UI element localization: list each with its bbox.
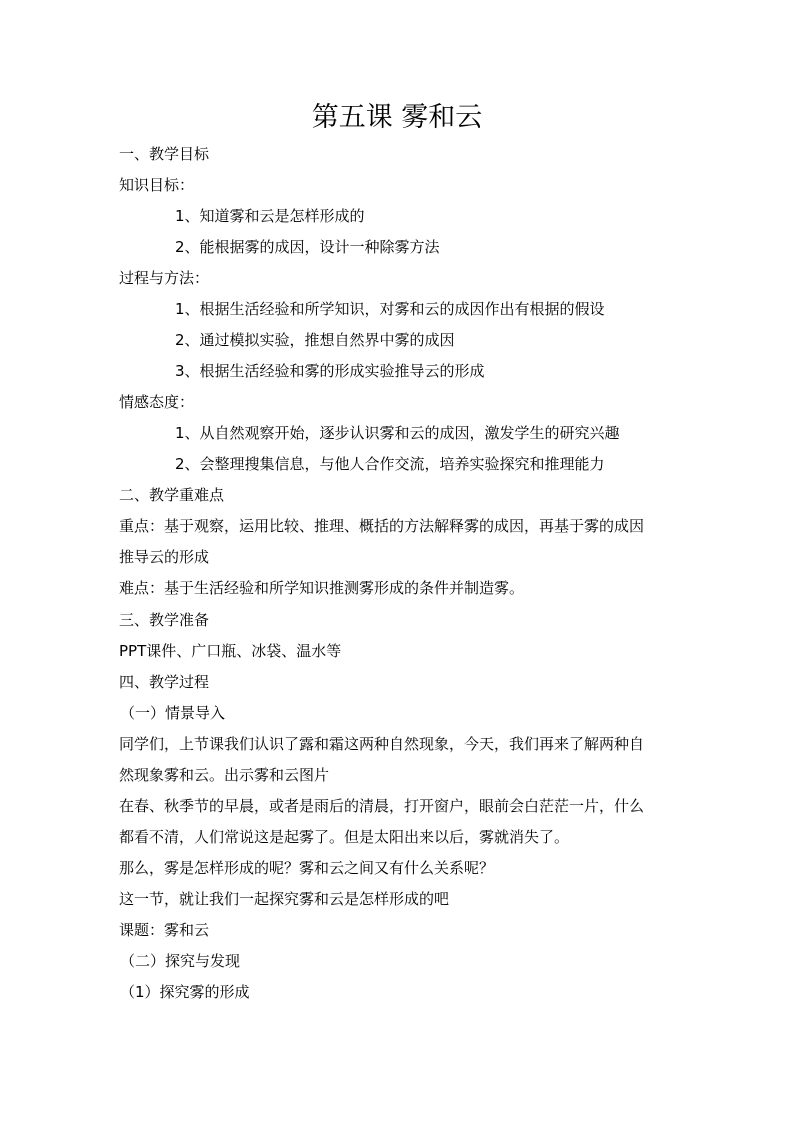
paragraph-line: 课题：雾和云	[119, 921, 210, 939]
paragraph-line: 同学们，上节课我们认识了露和霜这两种自然现象，今天，我们再来了解两种自	[119, 735, 645, 753]
paragraph-line: PPT课件、广口瓶、冰袋、温水等	[119, 642, 342, 660]
paragraph-line: 难点：基于生活经验和所学知识推测雾形成的条件并制造雾。	[119, 579, 525, 597]
subheading-fog-formation: （1）探究雾的形成	[120, 983, 250, 1001]
list-item: 2、通过模拟实验，推想自然界中雾的成因	[175, 331, 455, 349]
section-heading-process: 四、教学过程	[119, 673, 210, 691]
subheading-intro: （一）情景导入	[120, 704, 226, 722]
list-item: 2、能根据雾的成因，设计一种除雾方法	[175, 238, 440, 256]
paragraph-line: 那么，雾是怎样形成的呢？雾和云之间又有什么关系呢？	[119, 859, 495, 877]
paragraph-line: 然现象雾和云。出示雾和云图片	[119, 766, 330, 784]
paragraph-line: 在春、秋季节的早晨，或者是雨后的清晨，打开窗户，眼前会白茫茫一片，什么	[119, 797, 645, 815]
list-item: 3、根据生活经验和雾的形成实验推导云的形成	[175, 362, 485, 380]
list-item: 1、从自然观察开始，逐步认识雾和云的成因，激发学生的研究兴趣	[175, 424, 620, 442]
list-item: 1、知道雾和云是怎样形成的	[175, 207, 365, 225]
paragraph-line: 都看不清，人们常说这是起雾了。但是太阳出来以后，雾就消失了。	[119, 828, 570, 846]
subheading-explore: （二）探究与发现	[120, 952, 241, 970]
paragraph-line: 这一节，就让我们一起探究雾和云是怎样形成的吧	[119, 890, 450, 908]
document-title: 第五课 雾和云	[311, 102, 483, 133]
section-heading-preparation: 三、教学准备	[119, 611, 210, 629]
list-item: 1、根据生活经验和所学知识，对雾和云的成因作出有根据的假设	[175, 300, 605, 318]
paragraph-line: 重点：基于观察，运用比较、推理、概括的方法解释雾的成因，再基于雾的成因	[119, 517, 645, 535]
subheading-knowledge-goals: 知识目标：	[119, 176, 195, 194]
subheading-process-methods: 过程与方法：	[119, 269, 210, 287]
subheading-attitude: 情感态度：	[119, 393, 195, 411]
paragraph-line: 推导云的形成	[119, 548, 210, 566]
list-item: 2、会整理搜集信息，与他人合作交流，培养实验探究和推理能力	[175, 455, 605, 473]
section-heading-key-points: 二、教学重难点	[119, 486, 225, 504]
section-heading-objectives: 一、教学目标	[119, 145, 210, 163]
